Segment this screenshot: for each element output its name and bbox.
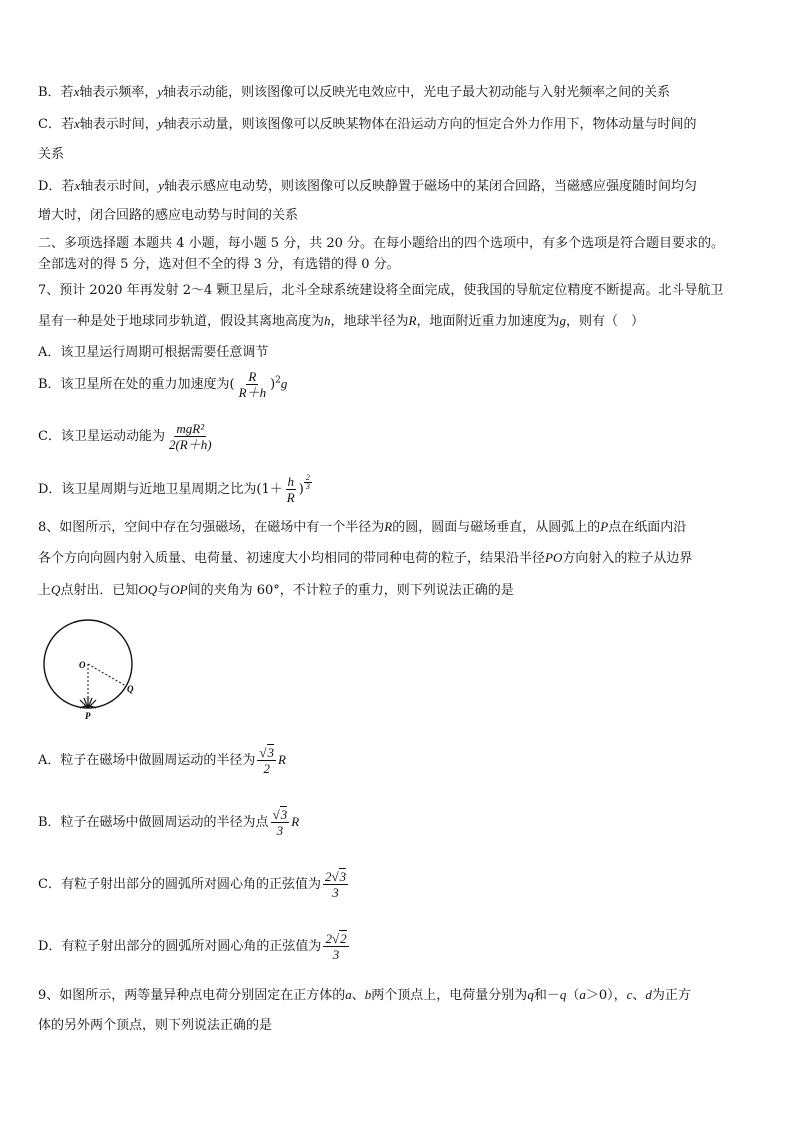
q6-option-b: B．若x轴表示频率，y轴表示动能，则该图像可以反映光电效应中，光电子最大初动能与入射光频率之间的关系 bbox=[38, 84, 671, 100]
q9-stem-line1: 9、如图所示，两等量异种点电荷分别固定在正方体的a、b两个顶点上，电荷量分别为q和－q（a＞0），c、d为正方 bbox=[38, 987, 691, 1003]
q7-stem-line1: 7、预计 2020 年再发射 2～4 颗卫星后，北斗全球系统建设将全面完成，使我国的导航定位精度不断提高。北斗导航卫 bbox=[38, 283, 724, 298]
section-instructions: 全部选对的得 5 分，选对但不全的得 3 分，有选错的得 0 分。 bbox=[38, 257, 400, 272]
q9-stem-line2: 体的另外两个顶点，则下列说法正确的是 bbox=[38, 1018, 273, 1033]
label-p: P bbox=[85, 711, 91, 721]
q6-option-c-line1: C．若x轴表示时间，y轴表示动量，则该图像可以反映某物体在沿运动方向的恒定合外力作用下，物体动量与时间的 bbox=[38, 116, 697, 132]
q6-option-d-line1: D．若x轴表示时间，y轴表示感应电动势，则该图像可以反映静置于磁场中的某闭合回路，当磁感应强度随时间均匀 bbox=[38, 178, 698, 194]
q8-stem-line1: 8、如图所示，空间中存在匀强磁场，在磁场中有一个半径为R的圆，圆面与磁场垂直，从圆弧上的P点在纸面内沿 bbox=[38, 519, 687, 535]
q8-option-a: A．粒子在磁场中做圆周运动的半径为 $\frac{√3}{2}$ R bbox=[38, 745, 286, 776]
q8-stem-line2: 各个方向向圆内射入质量、电荷量、初速度大小均相同的带同种电荷的粒子，结果沿半径PO方向射入的粒子从边界 bbox=[38, 550, 693, 566]
q8-stem-line3: 上Q点射出．已知OQ与OP间的夹角为 60°，不计粒子的重力，则下列说法正确的是 bbox=[38, 582, 514, 598]
label-q: Q bbox=[127, 684, 134, 694]
q7-option-d: D．该卫星周期与近地卫星周期之比为(1＋ $\frac{h}{R}$ ) $^{\frac{2}{3}}$ bbox=[38, 473, 310, 505]
q8-option-c: C．有粒子射出部分的圆弧所对圆心角的正弦值为 $\frac{2√3}{3}$ bbox=[38, 869, 347, 900]
q7-option-b: B．该卫星所在处的重力加速度为( $\frac{R}{R+h}$ )$^2$g bbox=[38, 369, 288, 400]
q7-stem-line2: 星有一种是处于地球同步轨道，假设其离地高度为h，地球半径为R，地面附近重力加速度为g，则有（ ） bbox=[38, 313, 645, 329]
radius-oq bbox=[88, 664, 126, 686]
q6-option-d-line2: 增大时，闭合回路的感应电动势与时间的关系 bbox=[38, 208, 299, 223]
section-heading: 二、多项选择题 本题共 4 小题，每小题 5 分，共 20 分。在每小题给出的四个选项中，有多个选项是符合题目要求的。 bbox=[38, 236, 725, 251]
q8-option-b: B．粒子在磁场中做圆周运动的半径为点 $\frac{√3}{3}$ R bbox=[38, 807, 300, 838]
circle-field-figure bbox=[36, 618, 146, 722]
particle-arrows bbox=[80, 697, 96, 708]
label-o: O bbox=[79, 660, 86, 670]
q6-option-c-line2: 关系 bbox=[38, 147, 65, 162]
q8-option-d: D．有粒子射出部分的圆弧所对圆心角的正弦值为 $\frac{2√2}{3}$ bbox=[38, 931, 347, 962]
q7-option-a: A．该卫星运行周期可根据需要任意调节 bbox=[38, 345, 269, 360]
q7-option-c: C．该卫星运动动能为 $\frac{\text{mgR²}}{2(R+h)}$ bbox=[38, 421, 212, 452]
